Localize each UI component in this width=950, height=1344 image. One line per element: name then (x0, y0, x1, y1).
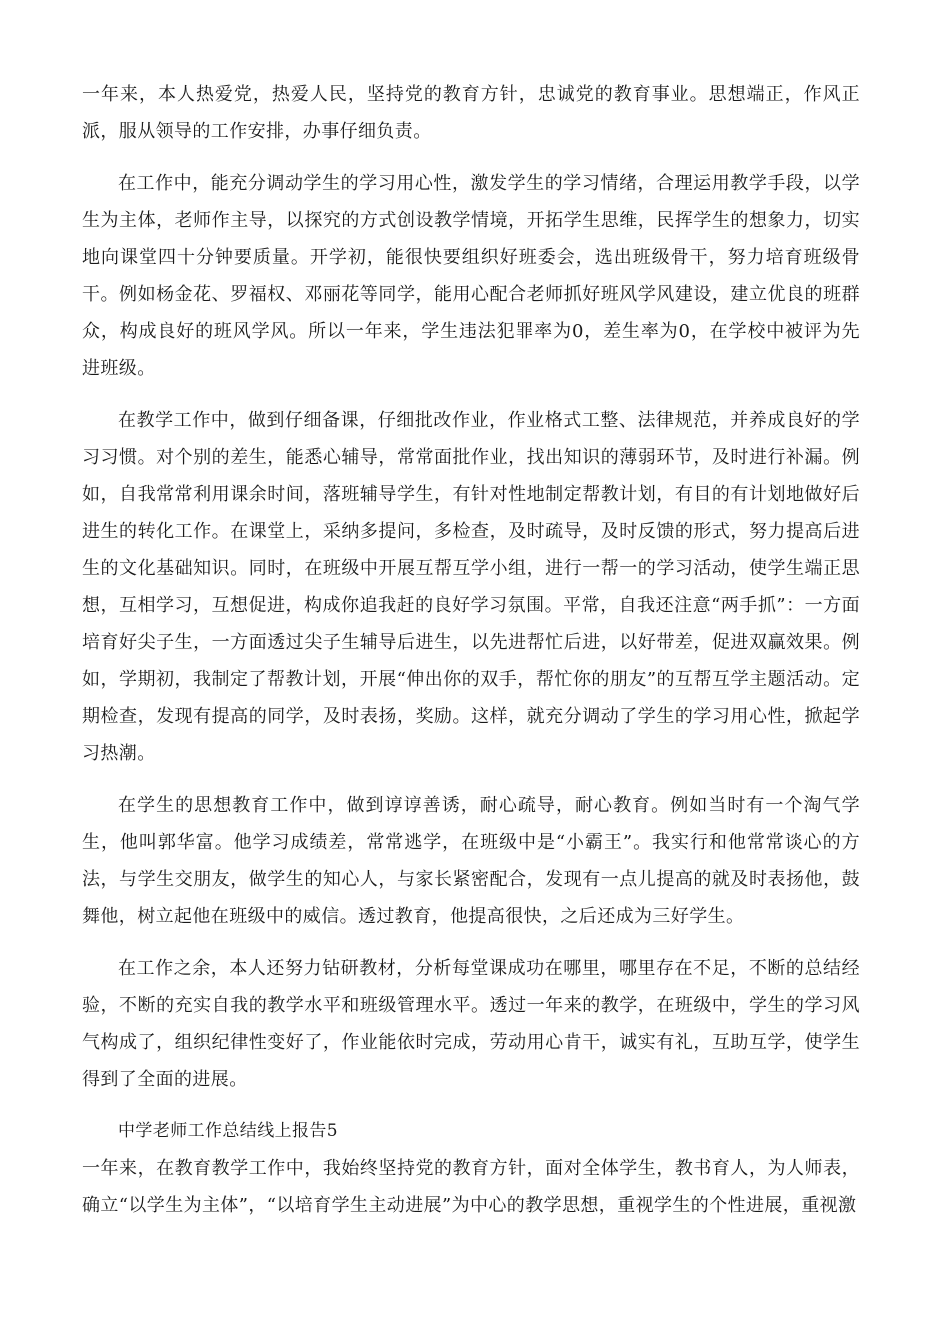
paragraph-teaching: 在教学工作中，做到仔细备课，仔细批改作业，作业格式工整、法律规范，并养成良好的学习习惯。对个别的差生，能悉心辅导，常常面批作业，找出知识的薄弱环节，及时进行补漏。例如，自我常常利用课余时间，落班辅导学生，有针对性地制定帮教计划，有目的有计划地做好后进生的转化工作。在课堂上，采纳多提问，多检查，及时疏导，及时反馈的形式，努力提高后进生的文化基础知识。同时，在班级中开展互帮互学小组，进行一帮一的学习活动，使学生端正思想，互相学习，互想促进，构成你追我赶的良好学习氛围。平常，自我还注意“两手抓”：一方面培育好尖子生，一方面透过尖子生辅导后进生，以先进帮忙后进，以好带差，促进双赢效果。例如，学期初，我制定了帮教计划，开展“伸出你的双手，帮忙你的朋友”的互帮互学主题活动。定期检查，发现有提高的同学，及时表扬，奖励。这样，就充分调动了学生的学习用心性，掀起学习热潮。 (82, 410, 860, 764)
paragraph-final: 一年来，在教育教学工作中，我始终坚持党的教育方针，面对全体学生，教书育人，为人师表，确立“以学生为主体”，“以培育学生主动进展”为中心的教学思想，重视学生的个性进展，重视激 (82, 1158, 860, 1216)
section-heading: 中学老师工作总结线上报告5 (118, 1121, 339, 1141)
paragraph-work: 在工作中，能充分调动学生的学习用心性，激发学生的学习情绪，合理运用教学手段，以学生为主体，老师作主导，以探究的方式创设教学情境，开拓学生思维，民挥学生的想象力，切实地向课堂四十分钟要质量。开学初，能很快要组织好班委会，选出班级骨干，努力培育班级骨干。例如杨金花、罗福权、邓丽花等同学，能用心配合老师抓好班风学风建设，建立优良的班群众，构成良好的班风学风。所以一年来，学生违法犯罪率为0，差生率为0，在学校中被评为先进班级。 (82, 173, 860, 379)
paragraph-after-work: 在工作之余，本人还努力钻研教材，分析每堂课成功在哪里，哪里存在不足，不断的总结经验，不断的充实自我的教学水平和班级管理水平。透过一年来的教学，在班级中，学生的学习风气构成了，组织纪律性变好了，作业能依时完成，劳动用心肯干，诚实有礼，互助互学，使学生得到了全面的进展。 (82, 958, 860, 1090)
paragraph-moral-education: 在学生的思想教育工作中，做到谆谆善诱，耐心疏导，耐心教育。例如当时有一个淘气学生，他叫郭华富。他学习成绩差，常常逃学，在班级中是“小霸王”。我实行和他常常谈心的方法，与学生交朋友，做学生的知心人，与家长紧密配合，发现有一点儿提高的就及时表扬他，鼓舞他，树立起他在班级中的威信。透过教育，他提高很快，之后还成为三好学生。 (82, 795, 860, 927)
paragraph-intro: 一年来，本人热爱党，热爱人民，坚持党的教育方针，忠诚党的教育事业。思想端正，作风正派，服从领导的工作安排，办事仔细负责。 (82, 84, 860, 142)
document-page (82, 76, 860, 1239)
